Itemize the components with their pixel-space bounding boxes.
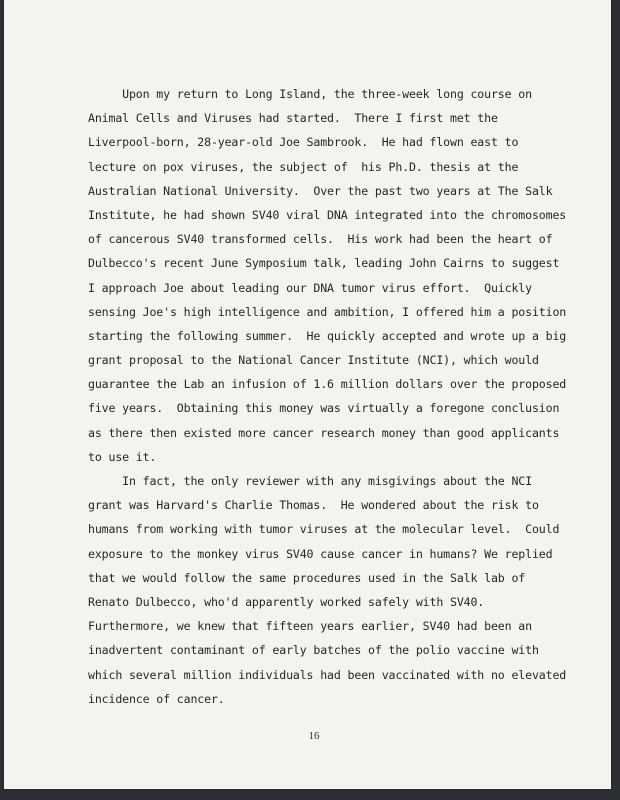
text-line: grant proposal to the National Cancer Institute (NCI), which would xyxy=(88,353,539,368)
text-line: inadvertent contaminant of early batches of the polio vaccine with xyxy=(88,643,539,658)
text-line: which several million individuals had been vaccinated with no elevated xyxy=(88,667,567,682)
paragraph xyxy=(88,82,567,469)
text-line: sensing Joe's high intelligence and ambition, I offered him a position xyxy=(88,304,567,319)
text-line: to use it. xyxy=(88,449,157,464)
text-line: lecture on pox viruses, the subject of his Ph.D. thesis at the xyxy=(88,159,519,174)
text-line: humans from working with tumor viruses at the molecular level. Could xyxy=(88,522,560,537)
text-line: Animal Cells and Viruses had started. There I first met the xyxy=(88,111,498,126)
text-line: Institute, he had shown SV40 viral DNA integrated into the chromosomes xyxy=(88,207,567,222)
text-line: that we would follow the same procedures used in the Salk lab of xyxy=(88,570,526,585)
page-number: 16 xyxy=(308,730,320,742)
text-line: incidence of cancer. xyxy=(88,691,225,706)
text-line: exposure to the monkey virus SV40 cause cancer in humans? We replied xyxy=(88,546,553,561)
text-line: as there then existed more cancer research money than good applicants xyxy=(88,425,560,440)
text-line: starting the following summer. He quickly accepted and wrote up a big xyxy=(88,328,567,343)
paper-sheet xyxy=(4,0,611,789)
text-line: Dulbecco's recent June Symposium talk, leading John Cairns to suggest xyxy=(88,256,560,271)
text-line: I approach Joe about leading our DNA tumor virus effort. Quickly xyxy=(88,280,532,295)
text-line: grant was Harvard's Charlie Thomas. He wondered about the risk to xyxy=(88,498,539,513)
text-line: five years. Obtaining this money was virtually a foregone conclusion xyxy=(88,401,560,416)
text-line: of cancerous SV40 transformed cells. His work had been the heart of xyxy=(88,232,553,247)
text-line: Liverpool-born, 28-year-old Joe Sambrook. He had flown east to xyxy=(88,135,519,150)
text-line: Upon my return to Long Island, the three-week long course on xyxy=(88,87,532,101)
paragraph xyxy=(88,469,567,711)
text-line: Renato Dulbecco, who'd apparently worked safely with SV40. xyxy=(88,594,485,609)
text-line: Furthermore, we knew that fifteen years earlier, SV40 had been an xyxy=(88,619,532,634)
text-line: Australian National University. Over the past two years at The Salk xyxy=(88,183,553,198)
text-line: In fact, the only reviewer with any misgivings about the NCI xyxy=(88,474,532,488)
text-line: guarantee the Lab an infusion of 1.6 million dollars over the proposed xyxy=(88,377,567,392)
body-text xyxy=(88,82,567,711)
